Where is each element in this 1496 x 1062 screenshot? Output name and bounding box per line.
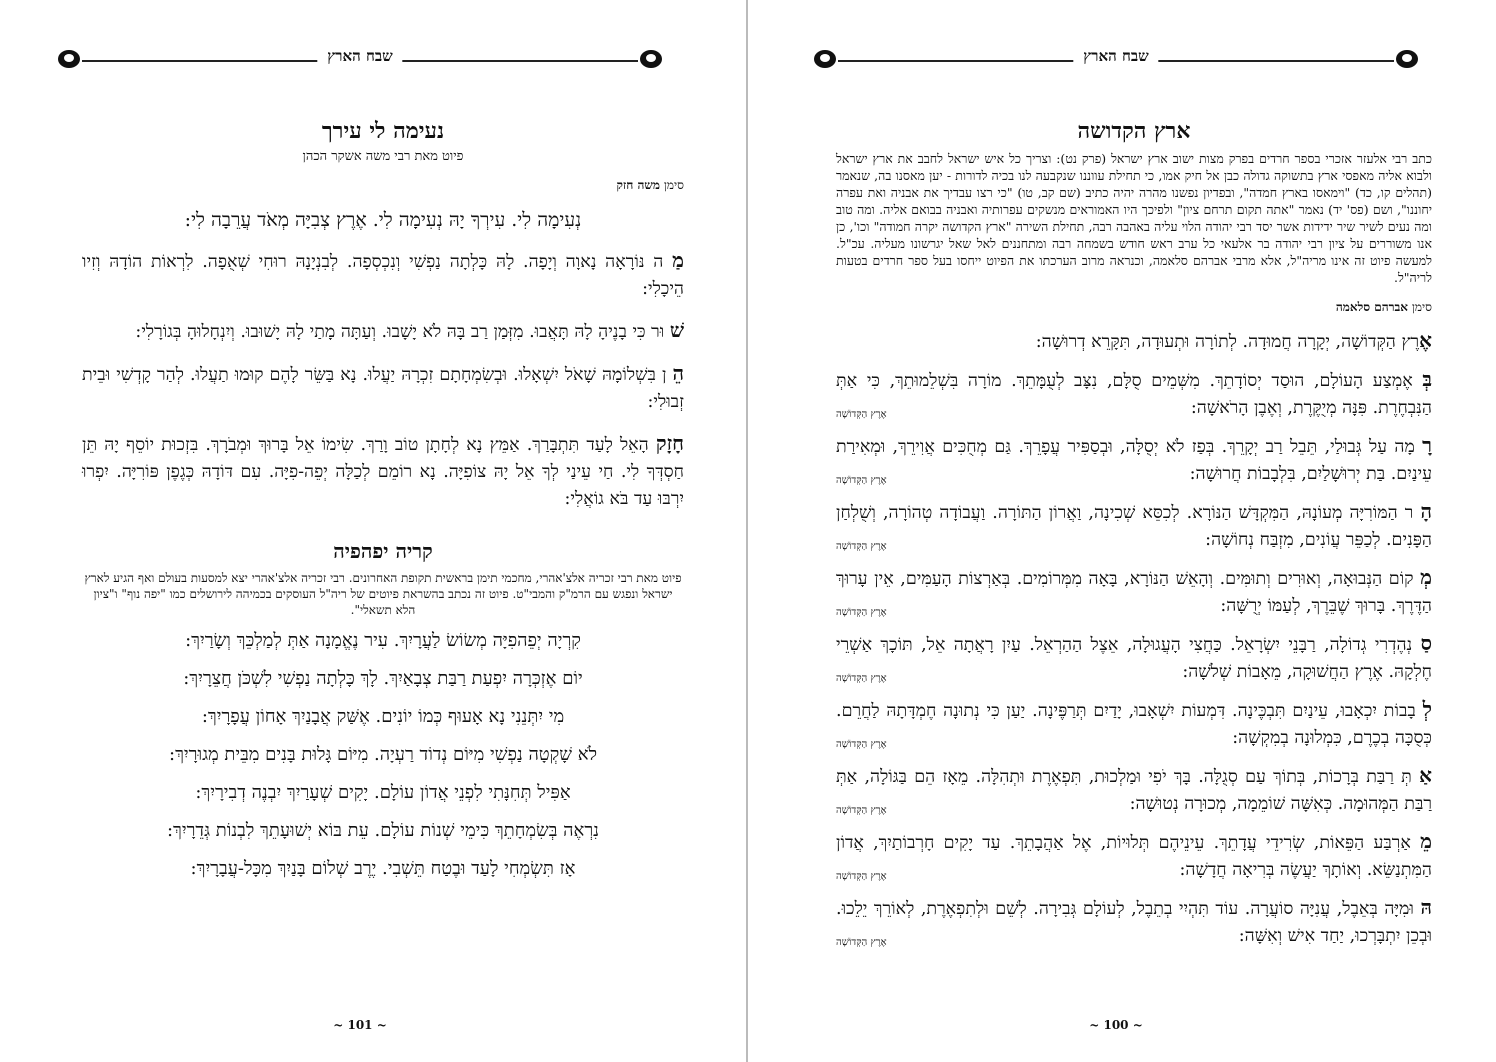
refrain-ref: אֶרֶץ הַקְּדוֹשָׁה [836, 805, 887, 816]
refrain-ref: אֶרֶץ הַקְּדוֹשָׁה [836, 409, 887, 420]
stanza-lead: אֶ [1419, 328, 1432, 352]
stanza-lead: הֵ [672, 361, 684, 385]
refrain-ref: אֶרֶץ הַקְּדוֹשָׁה [836, 937, 887, 948]
ornament-icon [58, 50, 80, 68]
ornament-icon [814, 50, 836, 68]
couplet: אַפִּיל תְּחִנָּתִי לִפְנֵי אֲדוֹן עוֹלָם. יָקִים שְׁעָרַיִךְ יִבְנֶה דְבִירָיִךְ: [195, 782, 571, 803]
second-poem-title: קריה יפהפיה [333, 539, 433, 563]
stanza [836, 498, 1432, 554]
refrain-ref: אֶרֶץ הַקְּדוֹשָׁה [836, 475, 887, 486]
page-number: ~ 101 ~ [333, 1018, 387, 1032]
couplet-list [82, 628, 684, 882]
stanza-lead: חָזָק [655, 431, 684, 455]
stanza-text: אַרְבַּע הַפֵּאוֹת, שְׂרִידֵי עֲדָתֵךְ. עֵינֵיהֶם תְּלוּיוֹת, אֶל אַהֲבָתֵךְ. עַד יָקִים חָרְבוֹתַיִךְ, אֲדוֹן הַמִּתְנַשֵּׂא. וְאוֹתָךְ יַעֲשֶׂה בְּרִיאָה חֲדָשָׁה: [836, 833, 1432, 880]
stanza-lead: מְ [1420, 565, 1432, 589]
stanza-text: הָאֵל לָעַד תִּתְבָּרַךְ. אַמֵּץ נָא לְחָתָן טוֹב וָרַךְ. שִׂימוֹ אֵל בָּרוּךְ וּמְבֹרָךְ. בִּזְכוּת יוֹסֵף יָהּ תֵּן חַסְדְּךָ לִי. חַי עֵינַי לְךָ אֵל יָהּ צוֹפִיָּה. נָא רוֹמֵם לְכַלָּה יְפֵה-פִיָּה. עִם דּוֹדָהּ כְּגֶפֶן פּוֹרִיָּה. יִפְרוּ יִרְבּוּ עַד בֹּא גוֹאֲלִי: [82, 435, 684, 509]
stanza-lead: מֵ [1420, 829, 1432, 853]
stanza-text: וּמִיָּה בְּאֵבֶל, עֲנִיָּה סוֹעֲרָה. עוֹד תִּהְיִי בְתֵבֶל, לְעוֹלָם גְּבִירָה. לְשֵׁם וּלְתִפְאֶרֶת, לְאוֹרֵךְ יֵלֵכוּ. וּבְכֵן יִתְבָּרְכוּ, יַחַד אִישׁ וְאִשָּׁה: [836, 899, 1432, 946]
stanza-text: ה נּוֹרָאָה נָאוָה וְיָפָה. לָהּ כָּלְתָה נַפְשִׁי וְנִכְסְפָה. לְבִנְיָנָהּ רוּחִי שְׁאֻפָה. לִרְאוֹת הוֹדָהּ וְזִיו הֵיכָלִי: [82, 252, 684, 299]
stanza [836, 894, 1432, 950]
signature-label: סימן [663, 178, 684, 192]
signature [836, 300, 1432, 315]
couplet: יוֹם אֶזְכְּרָה יִפְעַת רַבַּת צְבָאַיִךְ. לָךְ כָּלְתָה נַפְשִׁי לִשְׁכֹּן חֲצֵרָיִךְ: [183, 668, 583, 689]
header-title: שבח הארץ [1073, 47, 1158, 66]
stanza-lead: מַ [672, 248, 684, 272]
running-header [58, 44, 662, 74]
stanza-lead: הָ [1420, 499, 1432, 523]
poem-title: ארץ הקדושה [1077, 118, 1191, 144]
signature-label: סימן [1411, 300, 1432, 314]
couplet: נִרְאֶה בְּשִׂמְחָתֵךְ כִּימֵי שְׁנוֹת עוֹלָם. עֵת בּוֹא יְשׁוּעָתֵךְ לִבְנוֹת גְּדֵרָיִךְ: [166, 820, 600, 841]
stanza-text: ר הַמּוֹרִיָּה מְעוֹנָהּ, הַמִּקְדָּשׁ הַנּוֹרָא. לְכִסֵּא שְׁכִינָה, וַאֲרוֹן הַתּוֹרָה. וַעֲבוֹדָה טְהוֹרָה, וְשֻׁלְחַן הַפָּנִים. לְכַפֵּר עֲוֹנִים, מִזְבַּח נְחוֹשָׁה: [836, 503, 1432, 550]
page-number: ~ 100 ~ [1089, 1018, 1143, 1032]
stanza-lead: בְּ [1422, 367, 1432, 391]
ornament-icon [1396, 50, 1418, 68]
couplet: לֹא שָׁקְטָה נַפְשִׁי מִיּוֹם נְדוֹד רַעְיָה. מִיּוֹם גָּלוּת בָּנִים מִבֵּית מְגוּרָיִךְ: [169, 744, 597, 765]
poem-title: נעימה לי עירך [321, 118, 445, 144]
stanza [836, 828, 1432, 884]
stanza-text: ן בִּשְׁלוֹמָהּ שָׁאֹל יִשְׁאָלוּ. וּבְשִׂמְחָתָם זִכְרָהּ יַעֲלוּ. נָא בַּשֵּׂר לָהֶם קוּמוּ תַעֲלוּ. לְהַר קָדְשִׁי וּבֵית זְבוּלִי: [82, 365, 684, 412]
couplet: קִרְיָה יְפֵהפִיָּה מְשׂוֹשׂ לַעֲרָיִךְ. עִיר נֶאֱמָנָה אַתְּ לְמַלְכֵּךְ וְשָׂרַיִךְ: [185, 630, 581, 651]
second-poem-intro: פיוט מאת רבי זכריה אלצ'אהרי, מחכמי תימן בראשית תקופת האחרונים. רבי זכריה אלצ'אהרי יצא למסעות בעולם ואף הגיע לארץ ישראל ונפגש עם הרמ"ק והמבי"ט. פיוט זה נכתב בהשראת פיוטים של ריה"ל העוסקים בכמיהה לירושלים כמו "יפה נוף" ו"ציון הלא תשאלי". [84, 571, 682, 617]
stanza [836, 327, 1432, 356]
header-title: שבח הארץ [317, 47, 402, 66]
poem-subtitle: פיוט מאת רבי משה אשקר הכהן [302, 149, 464, 164]
book-gutter [746, 0, 748, 1062]
stanza-text: קוֹם הַנְּבוּאָה, וְאוּרִים וְתוּמִּים. וְהָאֵשׁ הַנּוֹרָא, בָּאָה מִמְּרוֹמִים. בְּאַרְצוֹת הָעַמִּים, אֵין עָרוּךְ הַדֶּרֶךְ. בָּרוּךְ שֶׁבֵּרֶךְ, לְעַמּוֹ יְרֻשָּׁה: [836, 569, 1432, 616]
stanza [836, 366, 1432, 422]
stanza-text: רֶץ הַקְּדוֹשָׁה, יְקָרָה חֲמוּדָה. לְתוֹרָה וּתְעוּדָה, תִּקָּרֵא דְרוּשָׁה: [1035, 332, 1420, 352]
stanza-text: מָה עַל גְּבוּלַי, תֵּבֵל רַב יְקָרֵךְ. בְּפַז לֹא יְסֻלָּה, וּבְסַפִּיר עֲפָרֵךְ. גַּם מְחֻכִּים אֲוִירֵךְ, וּמְאִירַת עֵינַיִם. בַּת יְרוּשָׁלַיִם, בִּלְבָבוֹת חֲרוּשָׁה: [836, 437, 1432, 484]
refrain-ref: אֶרֶץ הַקְּדוֹשָׁה [836, 673, 887, 684]
stanza-lead: רָ [1422, 433, 1432, 457]
stanza-lead: שׁ [669, 318, 684, 342]
stanza [836, 432, 1432, 488]
stanza [82, 247, 684, 303]
left-page [0, 0, 720, 1062]
stanza [836, 696, 1432, 752]
signature-name: אברהם סלאמה [1335, 300, 1409, 314]
couplet: מִי יִתְּנֵנִי נָא אָעוּף כְּמוֹ יוֹנִים. אֶשַּׁק אֲבָנַיִךְ אָחוֹן עֲפָרָיִךְ: [201, 706, 565, 727]
stanza [82, 317, 684, 346]
refrain-ref: אֶרֶץ הַקְּדוֹשָׁה [836, 739, 887, 750]
stanza-text: תְּ רַבַּת בְּרָכוֹת, בְּתוֹךְ עַם סְגֻלָּה. בָּךְ יֹפִי וּמַלְכוּת, תִּפְאֶרֶת וּתְהִלָּה. מֵאָז הֵם בַּגּוֹלָה, אַתְּ רַבַּת הַמְּהוּמָה. כְּאִשָּׁה שׁוֹמֵמָה, מְכוּרָה נְטוּשָׁה: [836, 767, 1432, 814]
stanza-text: נְהֶדְרִי גְדוֹלָה, רַבָּנֵי יִשְׂרָאֵל. כַּחֲצִי הָעֲגוּלָה, אֵצֶל הַהַרְאֵל. עַיִן רָאֲתָה אֵל, תּוֹכָךְ אַשְׁרֵי חֶלְקָהּ. אֶרֶץ הַחֲשׁוּקָה, מֵאָבוֹת שְׁלֹשָׁה: [836, 635, 1432, 682]
running-header [814, 44, 1418, 74]
couplet: אָז תִּשְׂמְחִי לָעַד וּבֶטַח תֵּשְׁבִי. יֶרֶב שְׁלוֹם בָּנַיִךְ מִכָּל-עֲבָרָיִךְ: [190, 858, 576, 879]
stanza-lead: הּ [1420, 895, 1432, 919]
refrain-ref: אֶרֶץ הַקְּדוֹשָׁה [836, 607, 887, 618]
signature [82, 178, 684, 193]
signature-name: משה חזק [616, 178, 661, 192]
stanza-lead: לְ [1422, 697, 1432, 721]
opening-line: נְעִימָה לִי. עִירְךָ יָהּ נְעִימָה לִי. אֶרֶץ צְבִיָּה מְאֹד עֲרֵבָה לִי: [184, 209, 582, 231]
right-column [836, 118, 1432, 950]
stanza [836, 630, 1432, 686]
stanza [836, 762, 1432, 818]
stanza [836, 564, 1432, 620]
right-page [756, 0, 1476, 1062]
stanza-lead: אַ [1419, 763, 1432, 787]
stanza-text: וּר כִּי בָנֶיהָ לָהּ תָּאֲבוּ. מִזְּמַן רַב בָּהּ לֹא יָשָׁבוּ. וְעַתָּה מָתַי לָהּ יָשׁוּבוּ. וְיִנְחָלוּהָ בְּגוֹרָלִי: [135, 322, 665, 342]
stanza [82, 360, 684, 416]
ornament-icon [640, 50, 662, 68]
stanza-lead: סַ [1420, 631, 1432, 655]
stanza-text: בָבוֹת יִכְאָבוּ, עֵינַיִם תִּבְכֶּינָה. דִּמְעוֹת יִשְׁאָבוּ, יָדַיִם תְּרַפֶּינָה. יַעַן כִּי נְתוּנָה חֶמְדָּתָהּ לַחֲרֵם. כְּסֻכָּה בְכֶרֶם, כִּמְלוּנָה בְמִקְשָׁה: [836, 701, 1432, 748]
left-column [82, 118, 684, 882]
stanza [82, 430, 684, 513]
refrain-ref: אֶרֶץ הַקְּדוֹשָׁה [836, 541, 887, 552]
stanza-text: אֶמְצַע הָעוֹלָם, הוּסַד יְסוֹדָתֵךְ. מִשְּׁמֵים סֻלָּם, נִצָּב לְעֻמָּתֵךְ. מוֹרָה בִּשְׁלֵמוּתֵךְ, כִּי אַתְּ הַנִּבְחֶרֶת. פִּנָּה מְיֻקֶּרֶת, וְאֶבֶן הָרֹאשָׁה: [836, 371, 1432, 418]
refrain-ref: אֶרֶץ הַקְּדוֹשָׁה [836, 871, 887, 882]
poem-intro: כתב רבי אלעזר אזכרי בספר חרדים בפרק מצות ישוב ארץ ישראל (פרק נט): וצריך כל איש ישראל לחבב את ארץ ישראל ולבוא אליה מאפסי ארץ בתשוקה גדולה כבן אל חיק אמו, כי תחילת עווננו שנקבעה לנו בכיה לדורות - יען מאסנו בה, שנאמר (תהלים קו, כד) "וימאסו בארץ חמדה", ובפדיון נפשנו מהרה יהיה כתיב (שם קב, טו) "כי רצו עבדיך את אבניה ואת עפרה יחוננו", ושם (פס' יד) נאמר "אתה תקום תרחם ציון" ולפיכך היו האמוראים מנשקים עפרותיה ואבניה בבואם אליה. ומה טוב ומה נעים לשיר שיר ידידות אשר יסד רבי יהודה הלוי עליה באהבה רבה, תחילת השירה "ארץ הקדושה יקרה חמודה" וכו', כן אנו משוררים על ציון רבי יהודה בר אלעאי כל ערב ראש חודש בשמחה רבה ומתחננים לאל שאל יגרשונו מעליה. עכ"ל. למעשה פיוט זה אינו מריה"ל, אלא מרבי אברהם סלאמה, וכנראה מרוב הערכתו את הפיוט ייחסו בעל ספר חרדים בטעות לריה"ל. [836, 151, 1432, 285]
